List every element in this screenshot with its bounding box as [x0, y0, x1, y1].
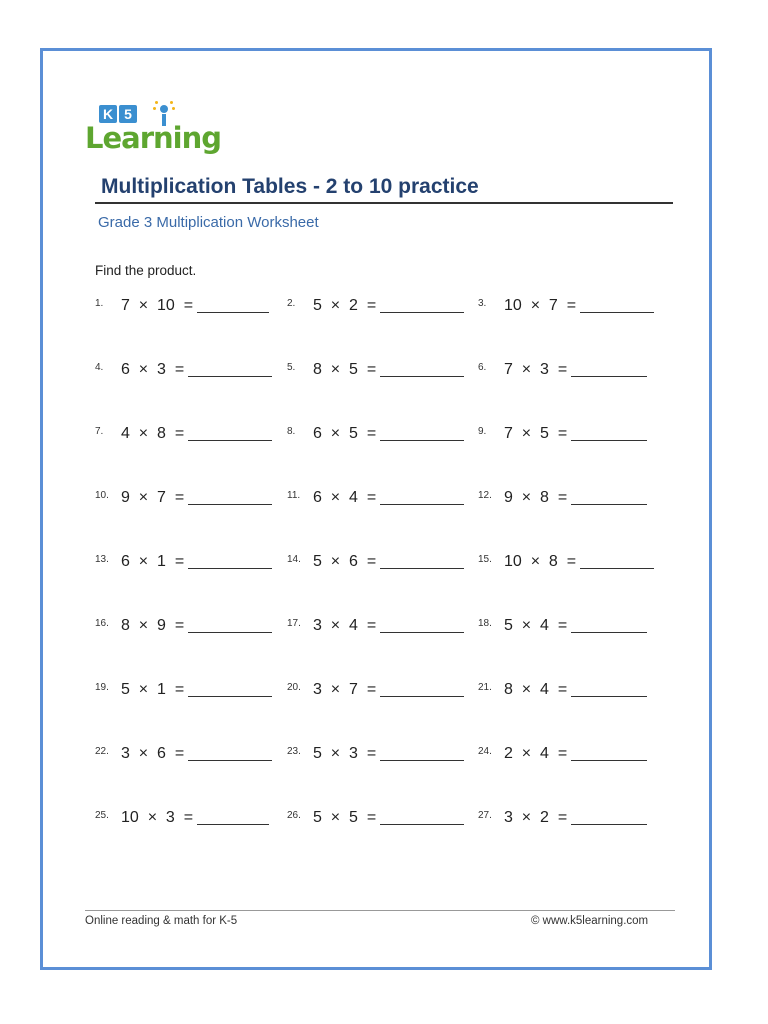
problem-item	[95, 739, 272, 769]
answer-blank[interactable]	[188, 503, 272, 505]
answer-blank[interactable]	[380, 759, 464, 761]
problem-item	[478, 739, 647, 769]
problem-number: 19.	[95, 682, 109, 693]
answer-blank[interactable]	[380, 311, 464, 313]
answer-blank[interactable]	[580, 311, 654, 313]
problem-item	[95, 291, 269, 321]
problem-number: 1.	[95, 298, 104, 309]
problem-item	[287, 483, 464, 513]
problem-item	[478, 803, 647, 833]
problem-expression: 6 × 1 =	[121, 553, 185, 570]
problem-item	[287, 675, 464, 705]
problem-row	[95, 739, 665, 803]
problem-expression: 9 × 8 =	[504, 489, 568, 506]
footer-divider	[85, 910, 675, 911]
problem-item	[478, 611, 647, 641]
answer-blank[interactable]	[197, 311, 269, 313]
problem-item	[287, 803, 464, 833]
problem-number: 5.	[287, 362, 296, 373]
answer-blank[interactable]	[380, 375, 464, 377]
problem-expression: 2 × 4 =	[504, 745, 568, 762]
logo-brand-text: Learning	[85, 121, 222, 155]
answer-blank[interactable]	[571, 503, 647, 505]
problem-row	[95, 419, 665, 483]
problem-item	[95, 675, 272, 705]
worksheet-page	[40, 48, 712, 970]
problem-item	[287, 611, 464, 641]
problem-expression: 5 × 2 =	[313, 297, 377, 314]
answer-blank[interactable]	[571, 823, 647, 825]
problem-number: 8.	[287, 426, 296, 437]
problem-number: 12.	[478, 490, 492, 501]
problem-row	[95, 675, 665, 739]
problem-item	[478, 483, 647, 513]
logo-5: 5	[119, 105, 137, 123]
problem-item	[478, 675, 647, 705]
problem-number: 9.	[478, 426, 487, 437]
problem-item	[287, 547, 464, 577]
problem-item	[95, 419, 272, 449]
problem-item	[287, 739, 464, 769]
problem-number: 15.	[478, 554, 492, 565]
problem-item	[287, 355, 464, 385]
answer-blank[interactable]	[380, 631, 464, 633]
problem-expression: 5 × 4 =	[504, 617, 568, 634]
problem-expression: 3 × 2 =	[504, 809, 568, 826]
problem-expression: 3 × 4 =	[313, 617, 377, 634]
problem-number: 17.	[287, 618, 301, 629]
answer-blank[interactable]	[571, 695, 647, 697]
problem-expression: 7 × 5 =	[504, 425, 568, 442]
problem-expression: 3 × 6 =	[121, 745, 185, 762]
problem-item	[478, 547, 654, 577]
answer-blank[interactable]	[188, 695, 272, 697]
instructions: Find the product.	[95, 263, 197, 278]
problem-number: 22.	[95, 746, 109, 757]
problem-item	[287, 419, 464, 449]
answer-blank[interactable]	[380, 695, 464, 697]
problem-expression: 5 × 5 =	[313, 809, 377, 826]
problem-row	[95, 355, 665, 419]
problem-number: 6.	[478, 362, 487, 373]
problem-expression: 5 × 1 =	[121, 681, 185, 698]
problem-expression: 10 × 7 =	[504, 297, 577, 314]
problem-item	[95, 355, 272, 385]
problem-expression: 8 × 4 =	[504, 681, 568, 698]
answer-blank[interactable]	[380, 503, 464, 505]
problem-row	[95, 803, 665, 867]
logo-k: K	[99, 105, 117, 123]
problem-expression: 6 × 4 =	[313, 489, 377, 506]
problem-expression: 8 × 9 =	[121, 617, 185, 634]
problem-number: 3.	[478, 298, 487, 309]
page-title: Multiplication Tables - 2 to 10 practice	[101, 175, 479, 198]
problem-item	[95, 483, 272, 513]
problem-number: 27.	[478, 810, 492, 821]
answer-blank[interactable]	[188, 759, 272, 761]
problem-number: 21.	[478, 682, 492, 693]
answer-blank[interactable]	[571, 631, 647, 633]
problem-item	[95, 547, 272, 577]
answer-blank[interactable]	[188, 567, 272, 569]
answer-blank[interactable]	[197, 823, 269, 825]
answer-blank[interactable]	[188, 439, 272, 441]
problem-expression: 10 × 8 =	[504, 553, 577, 570]
answer-blank[interactable]	[188, 375, 272, 377]
answer-blank[interactable]	[580, 567, 654, 569]
problem-number: 20.	[287, 682, 301, 693]
problem-number: 11.	[287, 490, 301, 501]
k5-learning-logo	[85, 99, 222, 161]
answer-blank[interactable]	[188, 631, 272, 633]
problem-expression: 4 × 8 =	[121, 425, 185, 442]
problem-number: 23.	[287, 746, 301, 757]
problem-item	[478, 291, 654, 321]
footer-tagline: Online reading & math for K-5	[85, 915, 238, 927]
problem-number: 24.	[478, 746, 492, 757]
problem-expression: 5 × 3 =	[313, 745, 377, 762]
problem-number: 25.	[95, 810, 109, 821]
problem-expression: 6 × 5 =	[313, 425, 377, 442]
problem-item	[95, 611, 272, 641]
problem-number: 16.	[95, 618, 109, 629]
answer-blank[interactable]	[571, 439, 647, 441]
problem-number: 10.	[95, 490, 109, 501]
problem-expression: 9 × 7 =	[121, 489, 185, 506]
problem-row	[95, 483, 665, 547]
problem-row	[95, 547, 665, 611]
answer-blank[interactable]	[380, 439, 464, 441]
problem-number: 14.	[287, 554, 301, 565]
answer-blank[interactable]	[571, 759, 647, 761]
problem-number: 2.	[287, 298, 296, 309]
problem-grid	[95, 291, 665, 867]
problem-expression: 7 × 10 =	[121, 297, 194, 314]
problem-expression: 5 × 6 =	[313, 553, 377, 570]
answer-blank[interactable]	[571, 375, 647, 377]
problem-number: 13.	[95, 554, 109, 565]
problem-expression: 6 × 3 =	[121, 361, 185, 378]
answer-blank[interactable]	[380, 823, 464, 825]
problem-item	[478, 419, 647, 449]
page-subtitle: Grade 3 Multiplication Worksheet	[98, 214, 319, 231]
problem-item	[478, 355, 647, 385]
footer-copyright: © www.k5learning.com	[531, 915, 649, 927]
problem-expression: 10 × 3 =	[121, 809, 194, 826]
problem-number: 4.	[95, 362, 104, 373]
problem-row	[95, 291, 665, 355]
problem-number: 7.	[95, 426, 104, 437]
problem-row	[95, 611, 665, 675]
problem-expression: 7 × 3 =	[504, 361, 568, 378]
problem-expression: 8 × 5 =	[313, 361, 377, 378]
problem-expression: 3 × 7 =	[313, 681, 377, 698]
problem-number: 18.	[478, 618, 492, 629]
problem-item	[95, 803, 269, 833]
title-divider	[95, 202, 673, 204]
problem-number: 26.	[287, 810, 301, 821]
answer-blank[interactable]	[380, 567, 464, 569]
problem-item	[287, 291, 464, 321]
